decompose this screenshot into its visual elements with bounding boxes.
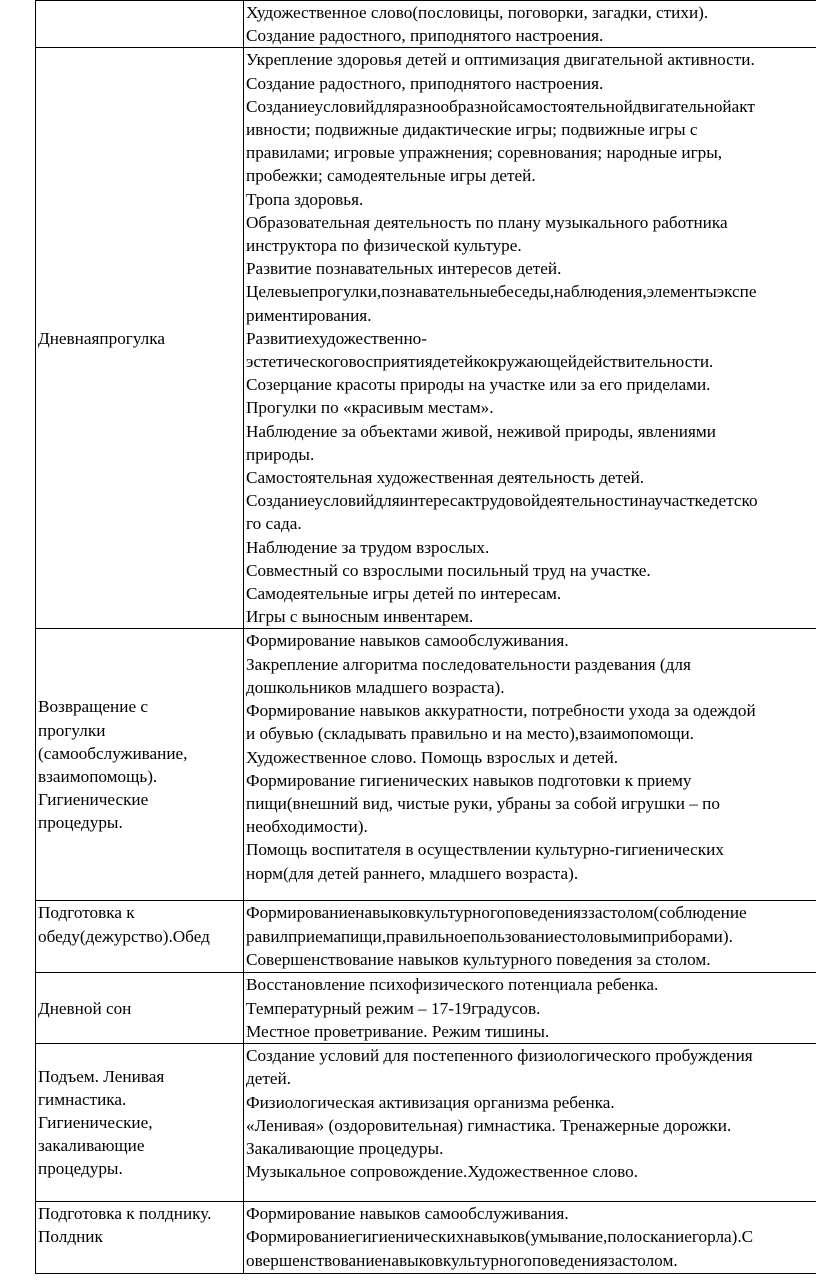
row-label — [36, 901, 244, 973]
content-line: Художественное слово. Помощь взрослых и детей. — [246, 747, 619, 767]
content-line: Укрепление здоровья детей и оптимизация двигательной активности. — [246, 50, 755, 70]
content-line: риментирования. — [246, 305, 372, 325]
label-line: закаливающие — [38, 1136, 145, 1156]
content-line: ивности; подвижные дидактические игры; подвижные игры с — [246, 120, 698, 140]
content-line: Формирование навыков аккуратности, потребности ухода за одеждой — [246, 701, 756, 721]
content-line: Температурный режим – 17-19градусов. — [246, 998, 541, 1018]
row-content — [244, 1044, 816, 1202]
label-line: (самообслуживание, — [38, 743, 188, 763]
label-line: Возвращение с — [38, 697, 148, 717]
row-content — [244, 1202, 816, 1274]
content-line: «Ленивая» (оздоровительная) гимнастика. Тренажерные дорожки. — [246, 1115, 732, 1135]
row-content — [244, 901, 816, 973]
schedule-table — [35, 0, 816, 1274]
content-line: Наблюдение за трудом взрослых. — [246, 537, 490, 557]
content-line: Создание радостного, приподнятого настроения. — [246, 73, 604, 93]
label-line: Гигиенические — [38, 790, 149, 810]
content-line: Созданиеусловийдляразнообразнойсамостоятельнойдвигательнойакт — [246, 96, 755, 116]
content-line: равилприемапищи,правильноепользованиестоловымиприборами). — [246, 926, 733, 946]
content-line: инструктора по физической культуре. — [246, 236, 522, 256]
content-line: Музыкальное сопровождение.Художественное слово. — [246, 1162, 638, 1182]
content-line: Создание радостного, приподнятого настроения. — [246, 26, 604, 46]
label-line: Подъем. Ленивая — [38, 1066, 165, 1086]
content-line: и обувью (складывать правильно и на место),взаимопомощи. — [246, 724, 694, 744]
label-line: Подготовка к — [38, 903, 135, 923]
content-line: Развитиехудожественно- — [246, 328, 427, 348]
content-line: пищи(внешний вид, чистые руки, убраны за собой игрушки – по — [246, 793, 720, 813]
label-line: взаимопомощь). — [38, 766, 158, 786]
label-line: Дневной сон — [38, 998, 132, 1018]
content-line: Закрепление алгоритма последовательности раздевания (для — [246, 654, 691, 674]
label-line: Дневнаяпрогулка — [38, 328, 165, 348]
content-line: эстетическоговосприятиядетейкокружающейдействительности. — [246, 352, 714, 372]
table-row — [36, 1044, 816, 1202]
content-line: Закаливающие процедуры. — [246, 1138, 444, 1158]
content-line: Физиологическая активизация организма ребенка. — [246, 1092, 615, 1112]
content-line: Формирование навыков самообслуживания. — [246, 1204, 569, 1224]
content-line: овершенствованиенавыковкультурногоповедениязастолом. — [246, 1250, 678, 1270]
table-row — [36, 48, 816, 629]
content-line: Созданиеусловийдляинтересактрудовойдеятельностинаучасткедетско — [246, 491, 758, 511]
label-line: прогулки — [38, 720, 106, 740]
label-line: обеду(дежурство).Обед — [38, 926, 210, 946]
row-label — [36, 1044, 244, 1202]
content-line: Самостоятельная художественная деятельность детей. — [246, 468, 645, 488]
row-label — [36, 1202, 244, 1274]
label-line: гимнастика. — [38, 1089, 127, 1109]
table-row — [36, 1202, 816, 1274]
content-line: природы. — [246, 444, 315, 464]
content-line: Формирование гигиенических навыков подготовки к приему — [246, 770, 692, 790]
content-line: дошкольников младшего возраста). — [246, 677, 505, 697]
content-line: пробежки; самодеятельные игры детей. — [246, 166, 536, 186]
content-line: Формированиегигиеническихнавыков(умывание,полосканиегорла).С — [246, 1227, 754, 1247]
content-line: Наблюдение за объектами живой, неживой природы, явлениями — [246, 421, 716, 441]
row-label — [36, 1, 244, 48]
content-line: Игры с выносным инвентарем. — [246, 607, 474, 627]
content-line: Художественное слово(пословицы, поговорки, загадки, стихи). — [246, 3, 709, 22]
row-content — [244, 629, 816, 901]
table-row — [36, 901, 816, 973]
content-line: Совместный со взрослыми посильный труд на участке. — [246, 560, 651, 580]
row-label — [36, 48, 244, 629]
content-line: Формирование навыков самообслуживания. — [246, 631, 569, 651]
content-line: Прогулки по «красивым местам». — [246, 398, 494, 418]
label-line: Полдник — [38, 1227, 103, 1247]
content-line: Создание условий для постепенного физиологического пробуждения — [246, 1046, 753, 1066]
row-content — [244, 1, 816, 48]
label-line: процедуры. — [38, 813, 123, 833]
content-line: необходимости). — [246, 817, 368, 837]
label-line: Гигиенические, — [38, 1112, 153, 1132]
content-line: детей. — [246, 1069, 292, 1089]
label-line: Подготовка к полднику. — [38, 1204, 212, 1224]
content-line: Самодеятельные игры детей по интересам. — [246, 584, 562, 604]
content-line: Образовательная деятельность по плану музыкального работника — [246, 212, 728, 232]
content-line: Совершенствование навыков культурного поведения за столом. — [246, 949, 711, 969]
content-line: правилами; игровые упражнения; соревнования; народные игры, — [246, 143, 723, 163]
content-line: Местное проветривание. Режим тишины. — [246, 1021, 550, 1041]
table-row — [36, 1, 816, 48]
content-line: Развитие познавательных интересов детей. — [246, 259, 562, 279]
table-row — [36, 629, 816, 901]
row-content — [244, 973, 816, 1044]
row-label — [36, 973, 244, 1044]
content-line: Помощь воспитателя в осуществлении культурно-гигиенических — [246, 840, 724, 860]
row-label — [36, 629, 244, 901]
content-line: Формированиенавыковкультурногоповеденияззастолом(соблюдение — [246, 903, 747, 923]
content-line: го сада. — [246, 514, 302, 534]
table-row — [36, 973, 816, 1044]
content-line: норм(для детей раннего, младшего возраста). — [246, 863, 579, 883]
label-line: процедуры. — [38, 1159, 123, 1179]
content-line: Созерцание красоты природы на участке или за его приделами. — [246, 375, 711, 395]
content-line: Восстановление психофизического потенциала ребенка. — [246, 975, 659, 995]
content-line: Тропа здоровья. — [246, 189, 364, 209]
content-line: Целевыепрогулки,познавательныебеседы,наблюдения,элементыэкспе — [246, 282, 757, 302]
row-content — [244, 48, 816, 629]
